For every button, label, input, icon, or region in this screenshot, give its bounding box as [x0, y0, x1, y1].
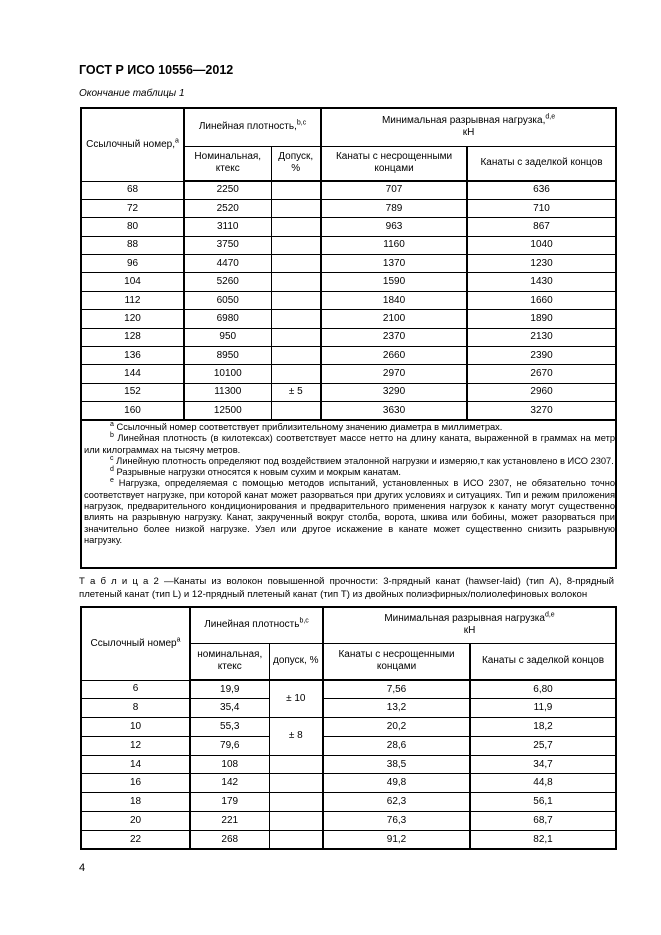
footnote-marker: e: [110, 477, 114, 485]
table-row: [81, 328, 616, 346]
table-cell: [269, 830, 323, 849]
table-cell: [271, 365, 321, 383]
footnote: [84, 467, 615, 478]
table-row: [81, 793, 616, 812]
header-tolerance: допуск, %: [269, 643, 323, 680]
footnotes: [80, 420, 617, 569]
table-cell: 68: [81, 181, 184, 199]
table-cell: 55,3: [190, 718, 269, 737]
table-cell: 636: [467, 181, 616, 199]
table-row: [81, 347, 616, 365]
table-cell: 3750: [184, 236, 271, 254]
table-cell: 1160: [321, 236, 467, 254]
table-cell: 19,9: [190, 680, 269, 699]
table-cell: 2390: [467, 347, 616, 365]
table-cell: 142: [190, 774, 269, 793]
table-cell: 72: [81, 199, 184, 217]
table-cell: 7,56: [323, 680, 470, 699]
table-cell: 221: [190, 812, 269, 831]
header-ref: Ссылочный номер,$^a$: [81, 108, 184, 181]
footnote-text: Нагрузка, определяемая с помощью методов испытаний, установленных в ИСО 2307, не обязательно точно соответствует нагрузке, при которой канат может разорваться при других условиях и ситуациях. Тип и режим приложения нагрузок, предварительного кондиционирования и предварительного применения нагрузок к канату могут существенно влиять на разрывную нагрузку. Канат, закрученный вокруг столба, ворота, шкива или бобины, может разорваться при значительно более низкой нагрузке. Узел или другое искажение в канате может существенно снизить разрывную нагрузку.: [84, 478, 615, 545]
table-cell: [269, 774, 323, 793]
table-cell: 2660: [321, 347, 467, 365]
header-nominal: Номинальная, ктекс: [184, 146, 271, 181]
header-nominal: номинальная, ктекс: [190, 643, 269, 680]
table-row: [81, 830, 616, 849]
table-2: [80, 606, 617, 850]
header-linear-density: Линейная плотность$^{b,c}$: [190, 607, 323, 643]
table-cell: 96: [81, 255, 184, 273]
table-cell: 144: [81, 365, 184, 383]
footnote: [84, 433, 615, 456]
table-cell: 20: [81, 812, 190, 831]
table-cell: [271, 347, 321, 365]
table-cell: 44,8: [470, 774, 616, 793]
table-cell: [271, 236, 321, 254]
table-cell: [271, 328, 321, 346]
table-cell: 2250: [184, 181, 271, 199]
table-cell: 963: [321, 218, 467, 236]
header-min-load: Минимальная разрывная нагрузка,$^{d,e}$ кН: [321, 108, 616, 146]
table-cell: 20,2: [323, 718, 470, 737]
header-unspliced: Канаты с несрощенными концами: [323, 643, 470, 680]
standard-header: ГОСТ Р ИСО 10556—2012: [79, 63, 234, 77]
table-cell: 18,2: [470, 718, 616, 737]
table-row: [81, 255, 616, 273]
header-min-load: Минимальная разрывная нагрузка$^{d,e}$ кН: [323, 607, 616, 643]
table-cell: [271, 218, 321, 236]
table-cell: 2970: [321, 365, 467, 383]
table-cell: 120: [81, 310, 184, 328]
table-cell: 950: [184, 328, 271, 346]
table-cell: 6: [81, 680, 190, 699]
header-unspliced: Канаты с несрощенными концами: [321, 146, 467, 181]
header-linear-density: Линейная плотность,$^{b,c}$: [184, 108, 321, 146]
table-cell: [269, 755, 323, 774]
table-cell: 76,3: [323, 812, 470, 831]
table-cell: 28,6: [323, 736, 470, 755]
table-cell: 1590: [321, 273, 467, 291]
table-cell: 1890: [467, 310, 616, 328]
table-cell: [271, 402, 321, 420]
table-cell: 18: [81, 793, 190, 812]
footnote-text: Линейная плотность (в килотексах) соответствует массе нетто на длину каната, выраженной в граммах на метр или килограммах на тысячу метров.: [84, 433, 616, 455]
table-cell: 22: [81, 830, 190, 849]
table-cell: 88: [81, 236, 184, 254]
table-cell: [269, 812, 323, 831]
table-cell: 68,7: [470, 812, 616, 831]
table-row: [81, 291, 616, 309]
table-cell: 34,7: [470, 755, 616, 774]
table-row: [81, 718, 616, 737]
table-cell: 108: [190, 755, 269, 774]
table-row: [81, 181, 616, 199]
table-row: [81, 774, 616, 793]
table-cell: 2130: [467, 328, 616, 346]
table-cell: 1040: [467, 236, 616, 254]
table-row: [81, 699, 616, 718]
table-cell: 35,4: [190, 699, 269, 718]
table-cell: 268: [190, 830, 269, 849]
table-cell: 10100: [184, 365, 271, 383]
table-row: [81, 310, 616, 328]
table-cell: ± 8: [269, 718, 323, 756]
table-cell: [271, 291, 321, 309]
table-row: [81, 812, 616, 831]
table-cell: 710: [467, 199, 616, 217]
table-cell: 2520: [184, 199, 271, 217]
table-cell: 3630: [321, 402, 467, 420]
footnote: [84, 422, 615, 433]
table-cell: 1430: [467, 273, 616, 291]
table-cell: 49,8: [323, 774, 470, 793]
table-cell: 38,5: [323, 755, 470, 774]
table-row: [81, 755, 616, 774]
table-cell: 8950: [184, 347, 271, 365]
table-cell: 62,3: [323, 793, 470, 812]
footnote: [84, 478, 615, 546]
table-cell: 789: [321, 199, 467, 217]
table-cell: [271, 273, 321, 291]
table-cell: 112: [81, 291, 184, 309]
table-cell: 3110: [184, 218, 271, 236]
table-row: [81, 273, 616, 291]
table-row: [81, 199, 616, 217]
table-2-caption: Т а б л и ц а 2 —Канаты из волокон повышенной прочности: 3-прядный канат (hawser-laid) (тип A), 8-прядный плетеный канат (тип L) и 12-прядный плетеный канат (тип T) из двойных полиэфирных/полиолефиновых волокон: [79, 576, 614, 600]
table-cell: 1230: [467, 255, 616, 273]
table-cell: [271, 255, 321, 273]
table-cell: 104: [81, 273, 184, 291]
table-cell: 13,2: [323, 699, 470, 718]
table-cell: 11300: [184, 383, 271, 401]
table-row: [81, 383, 616, 401]
table-cell: 91,2: [323, 830, 470, 849]
table-cell: 1840: [321, 291, 467, 309]
table-cell: 2370: [321, 328, 467, 346]
footnote-marker: b: [110, 432, 114, 440]
table-cell: 4470: [184, 255, 271, 273]
header-terminated: Канаты с заделкой концов: [467, 146, 616, 181]
table-row: [81, 402, 616, 420]
header-terminated: Канаты с заделкой концов: [470, 643, 616, 680]
table-cell: 14: [81, 755, 190, 774]
footnote-text: Ссылочный номер соответствует приблизительному значению диаметра в миллиметрах.: [116, 422, 503, 432]
header-ref: Ссылочный номер$^a$: [81, 607, 190, 680]
table-cell: 6,80: [470, 680, 616, 699]
table-cell: 11,9: [470, 699, 616, 718]
table-row: [81, 736, 616, 755]
footnote-text: Разрывные нагрузки относятся к новым сухим и мокрым канатам.: [116, 467, 401, 478]
table-cell: 82,1: [470, 830, 616, 849]
table-cell: 3270: [467, 402, 616, 420]
table-row: [81, 365, 616, 383]
table-cell: [271, 181, 321, 199]
table-cell: 2960: [467, 383, 616, 401]
footnote-marker: a: [110, 420, 114, 428]
table-cell: 80: [81, 218, 184, 236]
table-cell: 179: [190, 793, 269, 812]
table-cell: 10: [81, 718, 190, 737]
table-cell: 25,7: [470, 736, 616, 755]
table-cell: ± 5: [271, 383, 321, 401]
table-cell: 79,6: [190, 736, 269, 755]
footnote: [84, 456, 615, 467]
table-row: [81, 218, 616, 236]
table-cell: 1660: [467, 291, 616, 309]
table-cell: 1370: [321, 255, 467, 273]
footnote-marker: c: [110, 454, 114, 462]
footnote-text: Линейную плотность определяют под воздействием эталонной нагрузки и измеряю,т как установлено в ИСО 2307.: [116, 455, 614, 466]
table-cell: 6050: [184, 291, 271, 309]
table-cell: 128: [81, 328, 184, 346]
header-tolerance: Допуск, %: [271, 146, 321, 181]
table-cell: ± 10: [269, 680, 323, 718]
table-cell: [271, 199, 321, 217]
table-cell: 136: [81, 347, 184, 365]
table-cell: 152: [81, 383, 184, 401]
table-cell: 12: [81, 736, 190, 755]
table-cell: 12500: [184, 402, 271, 420]
table-row: [81, 680, 616, 699]
table-cell: [271, 310, 321, 328]
table-cell: 160: [81, 402, 184, 420]
table-row: [81, 236, 616, 254]
table-cell: 56,1: [470, 793, 616, 812]
footnote-marker: d: [110, 466, 114, 474]
table-cell: 3290: [321, 383, 467, 401]
table-cell: 2670: [467, 365, 616, 383]
table-cell: 867: [467, 218, 616, 236]
table-cell: 707: [321, 181, 467, 199]
table-cell: 6980: [184, 310, 271, 328]
table-cell: 5260: [184, 273, 271, 291]
table-cell: 2100: [321, 310, 467, 328]
table-cell: [269, 793, 323, 812]
table-continuation-label: Окончание таблицы 1: [79, 88, 185, 99]
table-cell: 8: [81, 699, 190, 718]
page-number: 4: [79, 862, 86, 874]
table-1: [80, 107, 617, 421]
table-cell: 16: [81, 774, 190, 793]
